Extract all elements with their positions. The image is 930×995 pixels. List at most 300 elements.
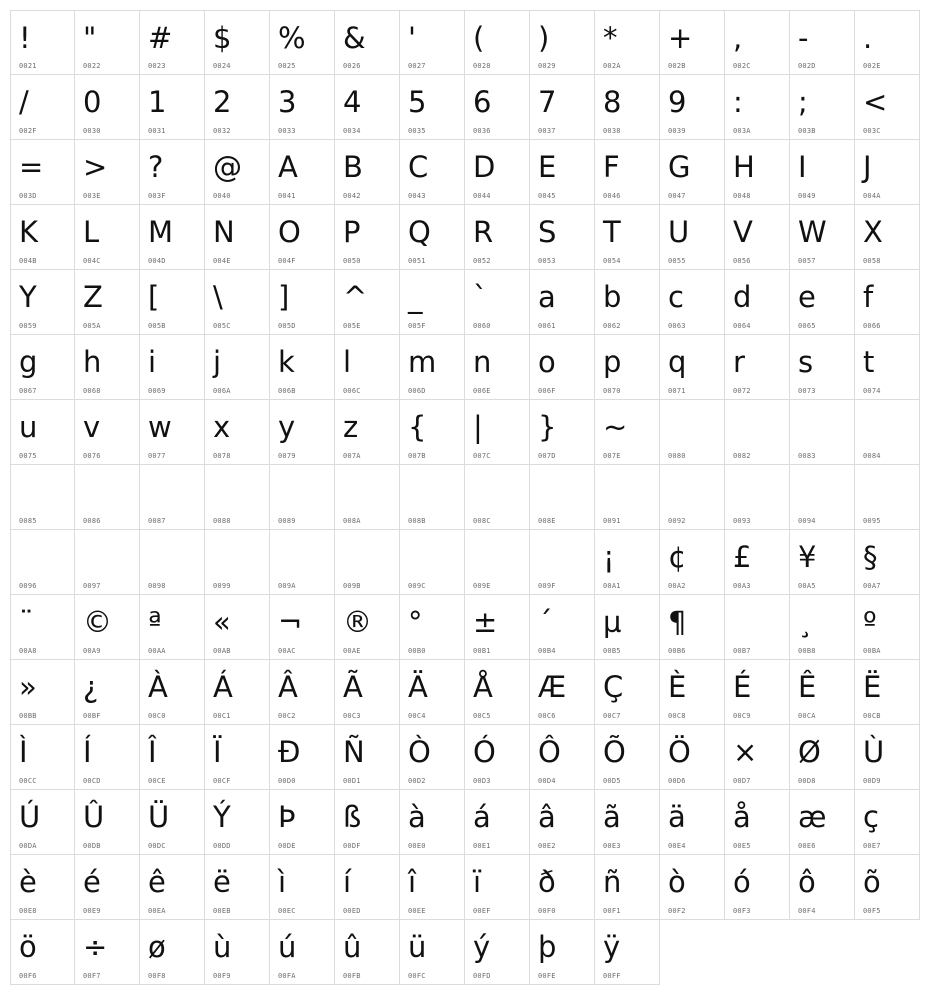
codepoint-label: 0069 (148, 387, 166, 395)
glyph-character: " (83, 21, 97, 55)
glyph-cell (595, 75, 660, 140)
codepoint-label: 0070 (603, 387, 621, 395)
glyph-character: ¸ (798, 605, 813, 639)
glyph-cell (660, 140, 725, 205)
codepoint-label: 005B (148, 322, 166, 330)
codepoint-label: 0059 (19, 322, 37, 330)
glyph-character: Ì (19, 735, 28, 769)
glyph-cell (660, 530, 725, 595)
glyph-cell (75, 10, 140, 75)
glyph-character: L (83, 215, 100, 249)
glyph-character: ñ (603, 865, 622, 899)
glyph-character: × (733, 735, 758, 769)
glyph-character: Ê (798, 670, 817, 704)
codepoint-label: 003A (733, 127, 751, 135)
glyph-cell (75, 660, 140, 725)
codepoint-label: 0029 (538, 62, 556, 70)
glyph-character: u (19, 410, 38, 444)
glyph-cell (75, 530, 140, 595)
glyph-cell (10, 725, 75, 790)
glyph-cell (205, 725, 270, 790)
codepoint-label: 00EF (473, 907, 491, 915)
glyph-character: Î (148, 735, 157, 769)
codepoint-label: 00A2 (668, 582, 686, 590)
glyph-character: ± (473, 605, 498, 639)
glyph-character: Y (19, 280, 37, 314)
glyph-character: Á (213, 670, 233, 704)
glyph-character: ù (213, 930, 232, 964)
glyph-character: è (19, 865, 37, 899)
glyph-character: Ü (148, 800, 170, 834)
glyph-cell (530, 530, 595, 595)
codepoint-label: 004C (83, 257, 101, 265)
codepoint-label: 00F8 (148, 972, 166, 980)
codepoint-label: 0066 (863, 322, 881, 330)
codepoint-label: 00B8 (798, 647, 816, 655)
codepoint-label: 003D (19, 192, 37, 200)
glyph-cell (855, 75, 920, 140)
codepoint-label: 0032 (213, 127, 231, 135)
glyph-cell (725, 10, 790, 75)
codepoint-label: 0053 (538, 257, 556, 265)
glyph-cell (530, 725, 595, 790)
glyph-cell (270, 140, 335, 205)
codepoint-label: 0060 (473, 322, 491, 330)
glyph-character: § (863, 540, 878, 574)
codepoint-label: 00B0 (408, 647, 426, 655)
glyph-character: É (733, 670, 752, 704)
codepoint-label: 00F4 (798, 907, 816, 915)
codepoint-label: 00AE (343, 647, 361, 655)
glyph-cell (595, 10, 660, 75)
codepoint-label: 00C4 (408, 712, 426, 720)
codepoint-label: 00EB (213, 907, 231, 915)
codepoint-label: 0050 (343, 257, 361, 265)
glyph-cell (790, 530, 855, 595)
codepoint-label: 002F (19, 127, 37, 135)
codepoint-label: 00D6 (668, 777, 686, 785)
glyph-character: Ä (408, 670, 428, 704)
codepoint-label: 003E (83, 192, 101, 200)
glyph-cell (530, 75, 595, 140)
codepoint-label: 007C (473, 452, 491, 460)
codepoint-label: 00C8 (668, 712, 686, 720)
codepoint-label: 006D (408, 387, 426, 395)
glyph-character: ¢ (668, 540, 687, 574)
glyph-character: C (408, 150, 429, 184)
glyph-character: & (343, 21, 366, 55)
glyph-cell (530, 10, 595, 75)
glyph-cell (75, 595, 140, 660)
codepoint-label: 00FD (473, 972, 491, 980)
glyph-character: y (278, 410, 296, 444)
codepoint-label: 0088 (213, 517, 231, 525)
glyph-cell (465, 400, 530, 465)
glyph-cell (140, 270, 205, 335)
glyph-character: í (343, 865, 352, 899)
glyph-character: < (863, 85, 888, 119)
glyph-cell (530, 205, 595, 270)
codepoint-label: 006A (213, 387, 231, 395)
glyph-character: 0 (83, 85, 102, 119)
codepoint-label: 00E9 (83, 907, 101, 915)
codepoint-label: 002E (863, 62, 881, 70)
codepoint-label: 0021 (19, 62, 37, 70)
codepoint-label: 005A (83, 322, 101, 330)
glyph-map-grid (10, 10, 920, 985)
glyph-character: ) (538, 21, 550, 55)
glyph-character: Ó (473, 735, 496, 769)
glyph-character: 1 (148, 85, 167, 119)
codepoint-label: 0063 (668, 322, 686, 330)
glyph-cell (140, 335, 205, 400)
glyph-character: À (148, 670, 168, 704)
codepoint-label: 00EA (148, 907, 166, 915)
codepoint-label: 00DB (83, 842, 101, 850)
glyph-character: - (798, 21, 809, 55)
glyph-cell (140, 465, 205, 530)
codepoint-label: 00F3 (733, 907, 751, 915)
glyph-character: ÿ (603, 930, 621, 964)
codepoint-label: 007D (538, 452, 556, 460)
glyph-cell (465, 790, 530, 855)
glyph-character: 8 (603, 85, 622, 119)
glyph-cell (855, 205, 920, 270)
codepoint-label: 0047 (668, 192, 686, 200)
glyph-character: S (538, 215, 557, 249)
glyph-cell (530, 790, 595, 855)
glyph-cell (10, 270, 75, 335)
glyph-cell (855, 660, 920, 725)
codepoint-label: 0034 (343, 127, 361, 135)
codepoint-label: 00FA (278, 972, 296, 980)
glyph-cell (10, 465, 75, 530)
glyph-cell (270, 530, 335, 595)
codepoint-label: 00B6 (668, 647, 686, 655)
glyph-character: î (408, 865, 417, 899)
glyph-cell (140, 725, 205, 790)
codepoint-label: 0052 (473, 257, 491, 265)
glyph-cell (270, 725, 335, 790)
glyph-cell (595, 855, 660, 920)
codepoint-label: 00B5 (603, 647, 621, 655)
glyph-character: ë (213, 865, 231, 899)
codepoint-label: 005D (278, 322, 296, 330)
glyph-cell (465, 270, 530, 335)
glyph-cell (855, 465, 920, 530)
glyph-character: k (278, 345, 295, 379)
codepoint-label: 00D2 (408, 777, 426, 785)
glyph-cell (595, 725, 660, 790)
glyph-cell (660, 270, 725, 335)
glyph-cell (595, 465, 660, 530)
glyph-character: ç (863, 800, 879, 834)
glyph-cell (595, 790, 660, 855)
codepoint-label: 008E (538, 517, 556, 525)
codepoint-label: 0046 (603, 192, 621, 200)
codepoint-label: 00A5 (798, 582, 816, 590)
glyph-cell (855, 530, 920, 595)
glyph-character: µ (603, 605, 622, 639)
glyph-cell (725, 400, 790, 465)
glyph-character: ø (148, 930, 166, 964)
glyph-character: Ö (668, 735, 691, 769)
glyph-character: Ð (278, 735, 301, 769)
glyph-cell (75, 205, 140, 270)
codepoint-label: 00A1 (603, 582, 621, 590)
glyph-character: é (83, 865, 101, 899)
glyph-cell (855, 855, 920, 920)
codepoint-label: 00D9 (863, 777, 881, 785)
glyph-character: D (473, 150, 496, 184)
glyph-character: x (213, 410, 231, 444)
glyph-character: ó (733, 865, 751, 899)
codepoint-label: 00C9 (733, 712, 751, 720)
codepoint-label: 00F7 (83, 972, 101, 980)
glyph-character: à (408, 800, 426, 834)
glyph-cell (400, 140, 465, 205)
codepoint-label: 0025 (278, 62, 296, 70)
glyph-character: 9 (668, 85, 687, 119)
glyph-cell (75, 75, 140, 140)
glyph-cell (790, 465, 855, 530)
glyph-cell (335, 725, 400, 790)
glyph-cell (75, 140, 140, 205)
glyph-cell (530, 140, 595, 205)
glyph-cell (465, 920, 530, 985)
codepoint-label: 0092 (668, 517, 686, 525)
codepoint-label: 00C5 (473, 712, 491, 720)
codepoint-label: 00D8 (798, 777, 816, 785)
glyph-cell (725, 465, 790, 530)
glyph-cell (140, 75, 205, 140)
glyph-character: 5 (408, 85, 427, 119)
glyph-cell (140, 140, 205, 205)
glyph-cell (75, 400, 140, 465)
glyph-cell (335, 595, 400, 660)
codepoint-label: 0061 (538, 322, 556, 330)
glyph-cell (400, 920, 465, 985)
glyph-cell (335, 10, 400, 75)
glyph-character: I (798, 150, 807, 184)
glyph-character: ÷ (83, 930, 108, 964)
codepoint-label: 00E0 (408, 842, 426, 850)
codepoint-label: 004F (278, 257, 296, 265)
glyph-character: © (83, 605, 112, 639)
codepoint-label: 0023 (148, 62, 166, 70)
codepoint-label: 00C6 (538, 712, 556, 720)
codepoint-label: 0042 (343, 192, 361, 200)
glyph-cell (140, 660, 205, 725)
glyph-character: ò (668, 865, 686, 899)
glyph-character: R (473, 215, 494, 249)
glyph-cell (725, 530, 790, 595)
codepoint-label: 00CE (148, 777, 166, 785)
glyph-cell (10, 400, 75, 465)
glyph-character: Z (83, 280, 103, 314)
codepoint-label: 008B (408, 517, 426, 525)
glyph-character: T (603, 215, 621, 249)
glyph-cell (790, 75, 855, 140)
codepoint-label: 007E (603, 452, 621, 460)
glyph-character: r (733, 345, 745, 379)
glyph-character: Ø (798, 735, 821, 769)
glyph-character: N (213, 215, 235, 249)
glyph-character: £ (733, 540, 752, 574)
glyph-character: ö (19, 930, 37, 964)
codepoint-label: 009C (408, 582, 426, 590)
codepoint-label: 0095 (863, 517, 881, 525)
glyph-cell (465, 140, 530, 205)
codepoint-label: 004D (148, 257, 166, 265)
glyph-cell (530, 920, 595, 985)
glyph-character: ´ (538, 605, 553, 639)
glyph-cell (465, 855, 530, 920)
glyph-cell (205, 855, 270, 920)
glyph-character: ü (408, 930, 427, 964)
glyph-character: E (538, 150, 557, 184)
codepoint-label: 0055 (668, 257, 686, 265)
glyph-character: ï (473, 865, 482, 899)
glyph-character: ` (473, 280, 488, 314)
codepoint-label: 0024 (213, 62, 231, 70)
glyph-character: o (538, 345, 556, 379)
glyph-cell (205, 400, 270, 465)
codepoint-label: 0045 (538, 192, 556, 200)
glyph-character: % (278, 21, 306, 55)
glyph-cell (465, 725, 530, 790)
glyph-cell (855, 595, 920, 660)
glyph-character: ¿ (83, 670, 99, 704)
glyph-cell (140, 855, 205, 920)
codepoint-label: 00E5 (733, 842, 751, 850)
codepoint-label: 00D0 (278, 777, 296, 785)
glyph-character: Ç (603, 670, 624, 704)
codepoint-label: 003B (798, 127, 816, 135)
glyph-character: û (343, 930, 362, 964)
glyph-character: J (863, 150, 872, 184)
glyph-cell (530, 855, 595, 920)
glyph-character: Û (83, 800, 105, 834)
glyph-cell (465, 465, 530, 530)
codepoint-label: 00FB (343, 972, 361, 980)
codepoint-label: 00D3 (473, 777, 491, 785)
codepoint-label: 0087 (148, 517, 166, 525)
glyph-character: ¨ (19, 605, 34, 639)
codepoint-label: 0036 (473, 127, 491, 135)
codepoint-label: 00B4 (538, 647, 556, 655)
glyph-character: G (668, 150, 691, 184)
glyph-cell (335, 205, 400, 270)
codepoint-label: 00DC (148, 842, 166, 850)
codepoint-label: 00D1 (343, 777, 361, 785)
glyph-character: z (343, 410, 359, 444)
glyph-character: a (538, 280, 556, 314)
glyph-character: Ë (863, 670, 882, 704)
glyph-cell (790, 855, 855, 920)
glyph-character: 2 (213, 85, 232, 119)
codepoint-label: 0026 (343, 62, 361, 70)
codepoint-label: 0079 (278, 452, 296, 460)
glyph-cell (205, 790, 270, 855)
glyph-cell (465, 660, 530, 725)
glyph-character: Õ (603, 735, 626, 769)
glyph-cell (335, 920, 400, 985)
glyph-cell (140, 400, 205, 465)
glyph-character: s (798, 345, 814, 379)
glyph-cell (660, 205, 725, 270)
glyph-cell (725, 140, 790, 205)
codepoint-label: 0031 (148, 127, 166, 135)
codepoint-label: 0035 (408, 127, 426, 135)
codepoint-label: 0086 (83, 517, 101, 525)
glyph-cell (595, 400, 660, 465)
glyph-cell (465, 530, 530, 595)
glyph-cell (725, 270, 790, 335)
glyph-cell (335, 335, 400, 400)
glyph-cell (205, 660, 270, 725)
codepoint-label: 007B (408, 452, 426, 460)
codepoint-label: 0038 (603, 127, 621, 135)
glyph-character: ä (668, 800, 686, 834)
glyph-character: ª (148, 605, 162, 639)
codepoint-label: 0084 (863, 452, 881, 460)
glyph-character: \ (213, 280, 223, 314)
codepoint-label: 0033 (278, 127, 296, 135)
glyph-cell (270, 10, 335, 75)
glyph-character: ( (473, 21, 485, 55)
glyph-cell (660, 335, 725, 400)
glyph-character: ¡ (603, 540, 615, 574)
glyph-cell (335, 270, 400, 335)
codepoint-label: 009E (473, 582, 491, 590)
glyph-character: f (863, 280, 874, 314)
codepoint-label: 00F0 (538, 907, 556, 915)
codepoint-label: 009B (343, 582, 361, 590)
codepoint-label: 00A7 (863, 582, 881, 590)
glyph-cell (205, 465, 270, 530)
glyph-cell (660, 595, 725, 660)
glyph-cell (595, 920, 660, 985)
glyph-cell (205, 595, 270, 660)
glyph-cell (140, 920, 205, 985)
glyph-character: ô (798, 865, 816, 899)
glyph-character: Ý (213, 800, 231, 834)
codepoint-label: 0094 (798, 517, 816, 525)
codepoint-label: 00CF (213, 777, 231, 785)
glyph-cell (140, 790, 205, 855)
glyph-character: . (863, 21, 873, 55)
glyph-cell (725, 725, 790, 790)
codepoint-label: 0068 (83, 387, 101, 395)
codepoint-label: 004E (213, 257, 231, 265)
codepoint-label: 0072 (733, 387, 751, 395)
glyph-cell (335, 465, 400, 530)
codepoint-label: 005E (343, 322, 361, 330)
glyph-cell (75, 270, 140, 335)
glyph-cell (855, 10, 920, 75)
glyph-cell (10, 530, 75, 595)
glyph-cell (75, 465, 140, 530)
glyph-character: ' (408, 21, 416, 55)
glyph-character: q (668, 345, 687, 379)
codepoint-label: 0078 (213, 452, 231, 460)
glyph-cell (530, 595, 595, 660)
codepoint-label: 0058 (863, 257, 881, 265)
codepoint-label: 00ED (343, 907, 361, 915)
glyph-cell (725, 75, 790, 140)
glyph-character: m (408, 345, 437, 379)
